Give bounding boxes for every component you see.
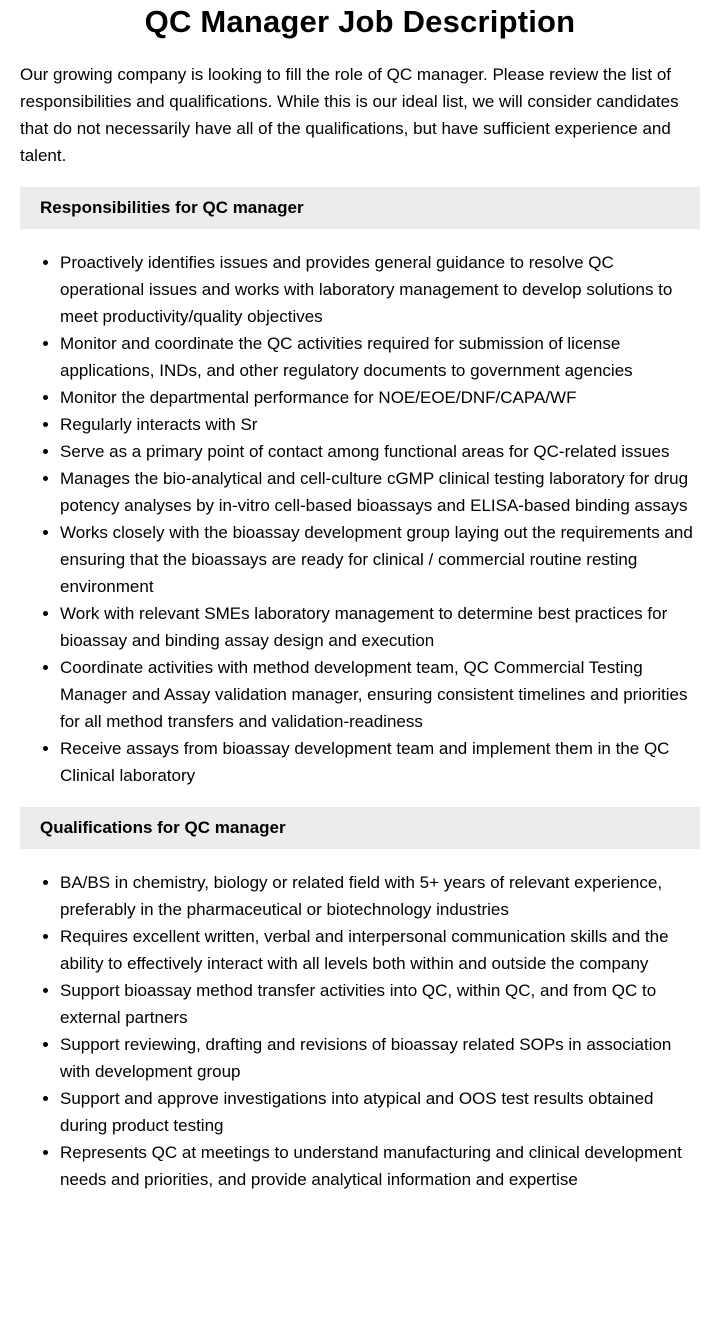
list-item: • Coordinate activities with method development team, QC Commercial Testing Manager and Assay validation manager, ensuring consistent timelines and priorities for all method transfers and validation-readiness bbox=[60, 654, 700, 735]
list-item: • Manages the bio-analytical and cell-culture cGMP clinical testing laboratory for drug potency analyses by in-vitro cell-based bioassays and ELISA-based binding assays bbox=[60, 465, 700, 519]
list-item: • Monitor and coordinate the QC activities required for submission of license applications, INDs, and other regulatory documents to government agencies bbox=[60, 330, 700, 384]
page-title: QC Manager Job Description bbox=[144, 4, 576, 39]
qualifications-list bbox=[20, 869, 700, 1193]
list-item: • Proactively identifies issues and provides general guidance to resolve QC operational issues and works with laboratory management to develop solutions to meet productivity/quality objectives bbox=[60, 249, 700, 330]
list-item: • BA/BS in chemistry, biology or related field with 5+ years of relevant experience, preferably in the pharmaceutical or biotechnology industries bbox=[60, 869, 700, 923]
list-item: • Serve as a primary point of contact among functional areas for QC-related issues bbox=[60, 438, 700, 465]
intro-paragraph: Our growing company is looking to fill the role of QC manager. Please review the list of responsibilities and qualifications. While this is our ideal list, we will consider candidates that do not necessarily have all of the qualifications, but have sufficient experience and talent. bbox=[20, 65, 679, 165]
list-item: • Represents QC at meetings to understand manufacturing and clinical development needs and priorities, and provide analytical information and expertise bbox=[60, 1139, 700, 1193]
list-item: • Support and approve investigations into atypical and OOS test results obtained during product testing bbox=[60, 1085, 700, 1139]
list-item: • Works closely with the bioassay development group laying out the requirements and ensuring that the bioassays are ready for clinical / commercial routine resting environment bbox=[60, 519, 700, 600]
list-item: • Requires excellent written, verbal and interpersonal communication skills and the ability to effectively interact with all levels both within and outside the company bbox=[60, 923, 700, 977]
list-item: • Receive assays from bioassay development team and implement them in the QC Clinical laboratory bbox=[60, 735, 700, 789]
list-item: • Support reviewing, drafting and revisions of bioassay related SOPs in association with development group bbox=[60, 1031, 700, 1085]
list-item: • Work with relevant SMEs laboratory management to determine best practices for bioassay and binding assay design and execution bbox=[60, 600, 700, 654]
list-item: • Support bioassay method transfer activities into QC, within QC, and from QC to external partners bbox=[60, 977, 700, 1031]
responsibilities-list bbox=[20, 249, 700, 789]
responsibilities-heading: Responsibilities for QC manager bbox=[20, 187, 700, 229]
qualifications-heading: Qualifications for QC manager bbox=[20, 807, 700, 849]
list-item: • Monitor the departmental performance for NOE/EOE/DNF/CAPA/WF bbox=[60, 384, 700, 411]
list-item: • Regularly interacts with Sr bbox=[60, 411, 700, 438]
